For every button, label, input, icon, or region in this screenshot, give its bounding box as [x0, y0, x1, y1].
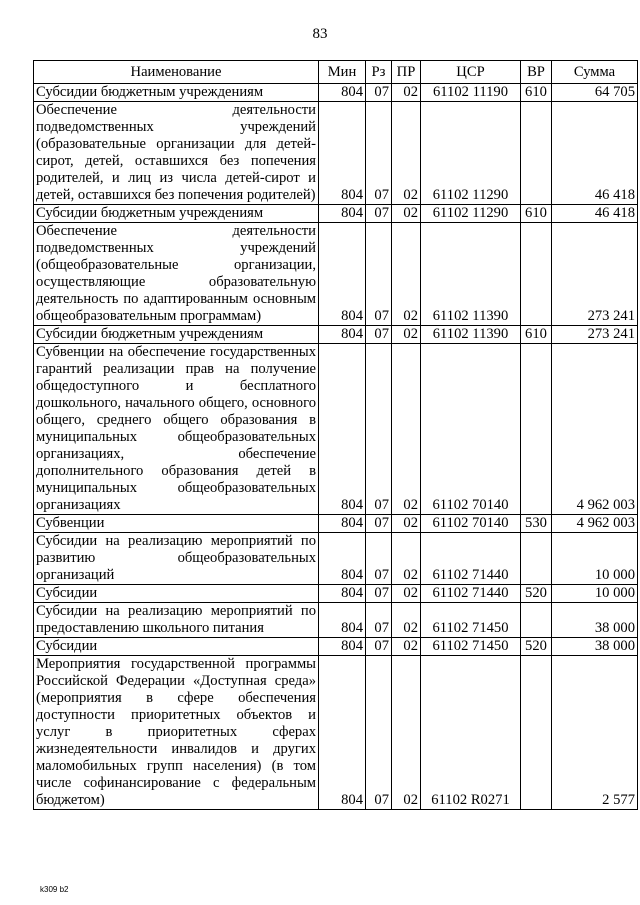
row-vr: [521, 533, 552, 585]
row-pr: 02: [392, 102, 421, 205]
table-row: [34, 603, 638, 638]
row-min: 804: [319, 223, 366, 326]
row-rz: 07: [366, 102, 392, 205]
row-sum: 10 000: [552, 533, 638, 585]
row-rz: 07: [366, 84, 392, 102]
row-min: 804: [319, 603, 366, 638]
footer-code: k309 b2: [40, 885, 69, 894]
row-name: Субсидии: [34, 585, 319, 603]
row-name: Субвенции на обеспечение государственных гарантий реализации прав на получение общедоступного и бесплатного дошкольного, начального общего, основного общего, среднего общего образования в муниципальных общеобразовательных организациях, обеспечение дополнительного образования детей в муниципальных общеобразовательных организациях: [34, 344, 319, 515]
row-vr: 610: [521, 326, 552, 344]
row-pr: 02: [392, 344, 421, 515]
row-vr: 610: [521, 84, 552, 102]
row-sum: 46 418: [552, 102, 638, 205]
row-csr: 61102 11290: [421, 102, 521, 205]
row-name: Субсидии на реализацию мероприятий по предоставлению школьного питания: [34, 603, 319, 638]
row-name: Субсидии: [34, 638, 319, 656]
table-row: [34, 223, 638, 326]
row-csr: 61102 71440: [421, 585, 521, 603]
row-pr: 02: [392, 515, 421, 533]
row-sum: 64 705: [552, 84, 638, 102]
table-row: [34, 205, 638, 223]
row-rz: 07: [366, 656, 392, 810]
table-row: [34, 102, 638, 205]
row-sum: 273 241: [552, 223, 638, 326]
row-sum: 4 962 003: [552, 515, 638, 533]
row-pr: 02: [392, 638, 421, 656]
row-rz: 07: [366, 638, 392, 656]
row-min: 804: [319, 533, 366, 585]
header-csr: ЦСР: [421, 61, 521, 84]
row-rz: 07: [366, 326, 392, 344]
row-rz: 07: [366, 515, 392, 533]
row-pr: 02: [392, 585, 421, 603]
row-pr: 02: [392, 223, 421, 326]
row-name: Субвенции: [34, 515, 319, 533]
row-csr: 61102 71450: [421, 638, 521, 656]
row-vr: [521, 603, 552, 638]
row-rz: 07: [366, 205, 392, 223]
table-row: [34, 585, 638, 603]
row-csr: 61102 11290: [421, 205, 521, 223]
row-rz: 07: [366, 533, 392, 585]
row-vr: [521, 344, 552, 515]
row-csr: 61102 11390: [421, 223, 521, 326]
budget-table: [33, 60, 638, 810]
row-sum: 2 577: [552, 656, 638, 810]
row-pr: 02: [392, 603, 421, 638]
header-name: Наименование: [34, 61, 319, 84]
row-vr: 530: [521, 515, 552, 533]
table-row: [34, 533, 638, 585]
row-vr: [521, 223, 552, 326]
table-row: [34, 656, 638, 810]
row-csr: 61102 70140: [421, 515, 521, 533]
row-sum: 4 962 003: [552, 344, 638, 515]
row-vr: [521, 656, 552, 810]
header-sum: Сумма: [552, 61, 638, 84]
row-csr: 61102 11390: [421, 326, 521, 344]
header-vr: ВР: [521, 61, 552, 84]
row-rz: 07: [366, 603, 392, 638]
row-rz: 07: [366, 223, 392, 326]
row-sum: 273 241: [552, 326, 638, 344]
table-row: [34, 344, 638, 515]
row-csr: 61102 71450: [421, 603, 521, 638]
table-row: [34, 326, 638, 344]
row-sum: 10 000: [552, 585, 638, 603]
row-min: 804: [319, 585, 366, 603]
row-rz: 07: [366, 344, 392, 515]
row-pr: 02: [392, 326, 421, 344]
row-pr: 02: [392, 656, 421, 810]
row-sum: 38 000: [552, 603, 638, 638]
row-csr: 61102 11190: [421, 84, 521, 102]
row-vr: 520: [521, 638, 552, 656]
table-row: [34, 84, 638, 102]
row-name: Мероприятия государственной программы Российской Федерации «Доступная среда» (мероприятия в сфере обеспечения доступности приоритетных объектов и услуг в приоритетных сферах жизнедеятельности инвалидов и других маломобильных групп населения) (в том числе софинансирование с федеральным бюджетом): [34, 656, 319, 810]
row-min: 804: [319, 344, 366, 515]
row-vr: [521, 102, 552, 205]
header-pr: ПР: [392, 61, 421, 84]
row-pr: 02: [392, 533, 421, 585]
row-name: Субсидии бюджетным учреждениям: [34, 84, 319, 102]
row-min: 804: [319, 515, 366, 533]
row-min: 804: [319, 656, 366, 810]
row-min: 804: [319, 326, 366, 344]
row-min: 804: [319, 205, 366, 223]
row-name: Субсидии бюджетным учреждениям: [34, 326, 319, 344]
row-min: 804: [319, 638, 366, 656]
row-name: Обеспечение деятельности подведомственных учреждений (образовательные организации для детей-сирот, детей, оставшихся без попечения родителей, и лиц из числа детей-сирот и детей, оставшихся без попечения родителей): [34, 102, 319, 205]
row-name: Обеспечение деятельности подведомственных учреждений (общеобразовательные организации, осуществляющие образовательную деятельность по адаптированным основным общеобразовательным программам): [34, 223, 319, 326]
row-min: 804: [319, 102, 366, 205]
row-csr: 61102 70140: [421, 344, 521, 515]
header-min: Мин: [319, 61, 366, 84]
row-sum: 46 418: [552, 205, 638, 223]
row-pr: 02: [392, 84, 421, 102]
table-row: [34, 515, 638, 533]
header-row: [34, 61, 638, 84]
row-sum: 38 000: [552, 638, 638, 656]
row-min: 804: [319, 84, 366, 102]
table-row: [34, 638, 638, 656]
row-rz: 07: [366, 585, 392, 603]
header-rz: Рз: [366, 61, 392, 84]
row-name: Субсидии на реализацию мероприятий по развитию общеобразовательных организаций: [34, 533, 319, 585]
row-pr: 02: [392, 205, 421, 223]
row-name: Субсидии бюджетным учреждениям: [34, 205, 319, 223]
row-csr: 61102 71440: [421, 533, 521, 585]
page-number: 83: [312, 26, 328, 42]
row-vr: 610: [521, 205, 552, 223]
row-vr: 520: [521, 585, 552, 603]
row-csr: 61102 R0271: [421, 656, 521, 810]
